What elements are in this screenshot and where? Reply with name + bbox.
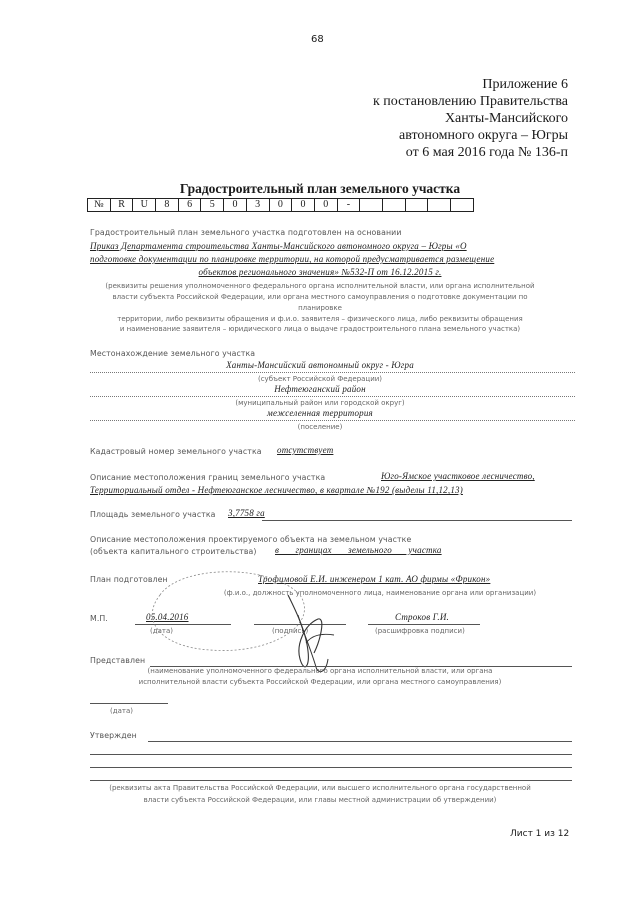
prepared-date: 05.04.2016 bbox=[146, 612, 189, 622]
plan-number-grid bbox=[87, 198, 474, 212]
page-number: 68 bbox=[311, 34, 324, 45]
basis-value-line-3: объектов регионального значения» №532-П от 16.12.2015 г. bbox=[198, 267, 442, 277]
location-district: Нефтеюганский район bbox=[274, 384, 366, 394]
prepared-date-caption: (дата) bbox=[150, 627, 173, 635]
underline bbox=[262, 520, 572, 521]
number-cell bbox=[451, 199, 474, 212]
number-cell: - bbox=[337, 199, 360, 212]
location-settlement-caption: (поселение) bbox=[297, 423, 343, 431]
number-cell bbox=[360, 199, 383, 212]
cadastral-value: отсутствует bbox=[277, 445, 334, 455]
presented-label: Представлен bbox=[90, 656, 146, 665]
boundaries-value-line-2: Территориальный отдел - Нефтеюганское лесничество, в квартале №192 (выделы 11,12,13) bbox=[90, 485, 463, 495]
number-cell: № bbox=[88, 199, 111, 212]
underline bbox=[148, 741, 572, 742]
underline bbox=[90, 703, 168, 704]
basis-caption-line-1: (реквизиты решения уполномоченного федерального органа исполнительной власти, или органа исполнительной bbox=[105, 282, 535, 290]
object-location-value: в границах земельного участка bbox=[275, 545, 442, 555]
approved-label: Утвержден bbox=[90, 731, 137, 740]
area-value: 3,7758 га bbox=[228, 508, 265, 518]
approved-caption-line-2: власти субъекта Российской Федерации, или главы местной администрации об утверждении) bbox=[143, 796, 497, 804]
number-cell: U bbox=[133, 199, 156, 212]
prepared-name: Строков Г.И. bbox=[395, 612, 449, 622]
document-title: Градостроительный план земельного участка bbox=[179, 181, 461, 196]
number-cell bbox=[428, 199, 451, 212]
presented-date-caption: (дата) bbox=[110, 707, 133, 715]
location-settlement: межселенная территория bbox=[267, 408, 373, 418]
appendix-line-4: автономного округа – Югры bbox=[399, 128, 568, 143]
prepared-name-caption: (расшифровка подписи) bbox=[375, 627, 465, 635]
sheet-number: Лист 1 из 12 bbox=[510, 829, 570, 839]
basis-caption-line-5: и наименование заявителя – юридического лица о выдаче градостроительного плана земельного участка) bbox=[119, 325, 521, 333]
basis-caption-line-2: власти субъекта Российской Федерации, или органа местного самоуправления о подготовке документации по bbox=[112, 293, 528, 301]
boundaries-value-line-1: Юго-Ямское участковое лесничество, bbox=[381, 471, 535, 481]
underline bbox=[90, 372, 575, 373]
signature-stamp bbox=[120, 555, 350, 680]
prepared-label: План подготовлен bbox=[90, 575, 168, 584]
approved-caption-line-1: (реквизиты акта Правительства Российской Федерации, или высшего исполнительного органа государственной bbox=[109, 784, 531, 792]
underline bbox=[90, 780, 572, 781]
signature-caption: (подпись) bbox=[272, 627, 309, 635]
location-district-caption: (муниципальный район или городской округ) bbox=[235, 399, 405, 407]
basis-label: Градостроительный план земельного участка подготовлен на основании bbox=[90, 228, 402, 237]
basis-value-line-2: подготовке документации по планировке территории, на которой предусматривается размещение bbox=[90, 254, 495, 264]
location-subject: Ханты-Мансийский автономный округ - Югра bbox=[226, 360, 414, 370]
number-cell: 0 bbox=[269, 199, 292, 212]
basis-caption-line-3: планировке bbox=[298, 304, 342, 312]
prepared-value: Трофимовой Е.И. инженером 1 кат. АО фирмы «Фрикон» bbox=[258, 574, 491, 584]
basis-caption-line-4: территории, либо реквизиты обращения и ф.и.о. заявителя – физического лица, либо реквизиты обращения bbox=[117, 315, 523, 323]
underline bbox=[368, 624, 480, 625]
number-cell: R bbox=[110, 199, 133, 212]
number-cell: 0 bbox=[224, 199, 247, 212]
appendix-line-3: Ханты-Мансийского bbox=[444, 111, 568, 126]
number-cell: 5 bbox=[201, 199, 224, 212]
object-location-label-2: (объекта капитального строительства) bbox=[90, 547, 257, 556]
number-cell: 0 bbox=[314, 199, 337, 212]
basis-value-line-1: Приказ Департамента строительства Ханты-Мансийского автономного округа – Югры «О bbox=[90, 241, 467, 251]
location-subject-caption: (субъект Российской Федерации) bbox=[257, 375, 383, 383]
area-label: Площадь земельного участка bbox=[90, 510, 216, 519]
prepared-caption: (ф.и.о., должность уполномоченного лица, наименование органа или организации) bbox=[223, 589, 537, 597]
mp-label: М.П. bbox=[90, 614, 108, 623]
number-cell: 3 bbox=[246, 199, 269, 212]
underline bbox=[90, 754, 572, 755]
number-cell bbox=[405, 199, 428, 212]
presented-caption-line-1: (наименование уполномоченного федерального органа исполнительной власти, или органа bbox=[147, 667, 493, 675]
appendix-line-1: Приложение 6 bbox=[482, 77, 568, 92]
underline bbox=[90, 396, 575, 397]
appendix-line-5: от 6 мая 2016 года № 136-п bbox=[405, 145, 568, 160]
boundaries-label: Описание местоположения границ земельного участка bbox=[90, 473, 326, 482]
object-location-label-1: Описание местоположения проектируемого объекта на земельном участке bbox=[90, 535, 412, 544]
number-cell: 6 bbox=[178, 199, 201, 212]
underline bbox=[90, 420, 575, 421]
number-cell bbox=[382, 199, 405, 212]
number-cell: 8 bbox=[156, 199, 179, 212]
cadastral-label: Кадастровый номер земельного участка bbox=[90, 447, 262, 456]
presented-caption-line-2: исполнительной власти субъекта Российской Федерации, или органа местного самоуправления) bbox=[138, 678, 502, 686]
number-cell: 0 bbox=[292, 199, 315, 212]
appendix-line-2: к постановлению Правительства bbox=[372, 94, 568, 109]
location-label: Местонахождение земельного участка bbox=[90, 349, 256, 358]
underline bbox=[90, 767, 572, 768]
